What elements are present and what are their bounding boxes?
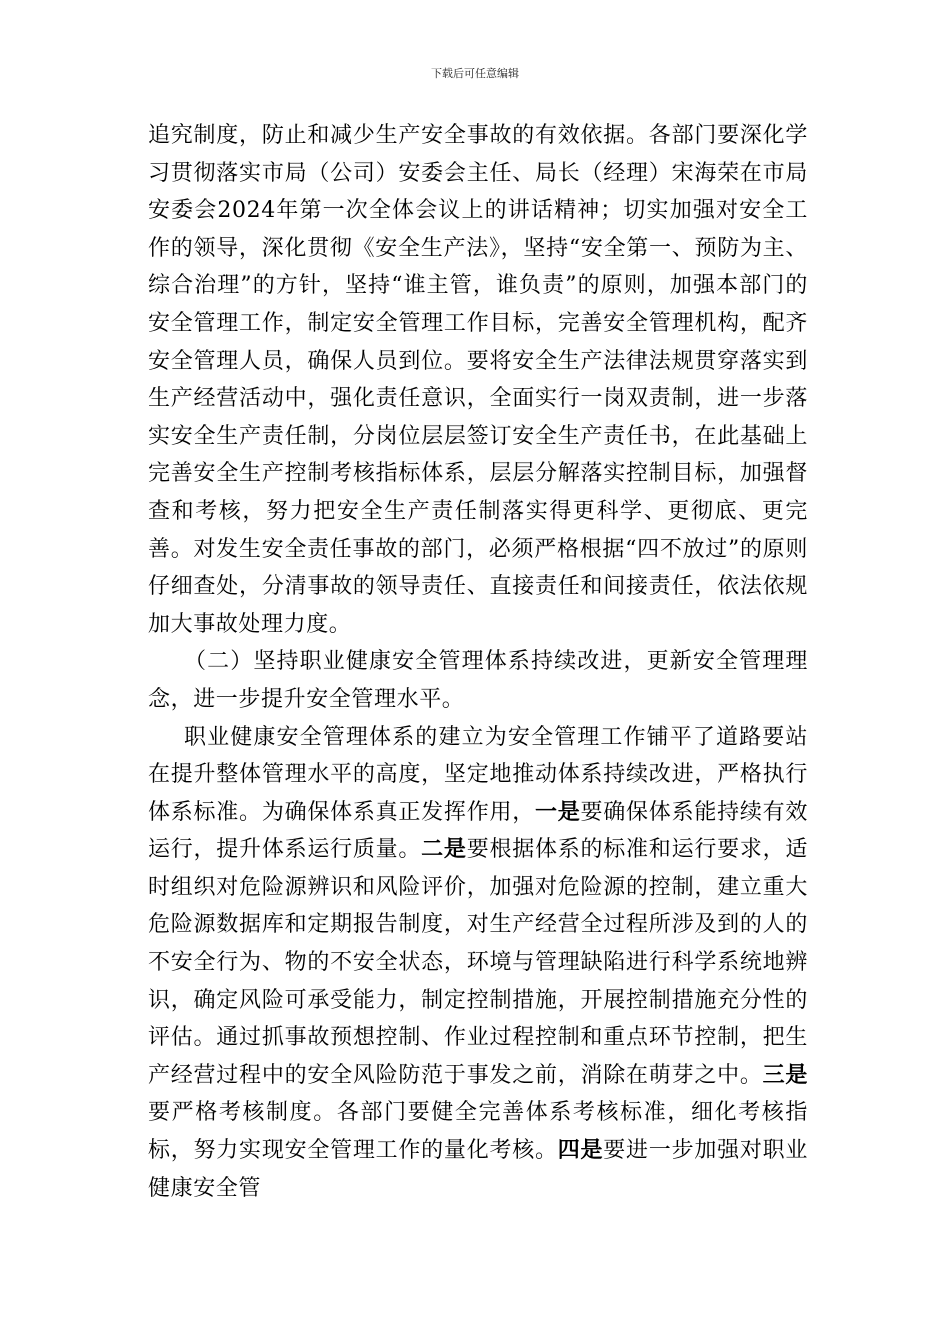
paragraph-management-system (148, 719, 808, 1208)
document-body (148, 117, 808, 1207)
paragraph-text: 要确保体系能持续有效运行，提升体系运行质量。 (148, 799, 808, 863)
point-marker-4: 四是 (557, 1137, 604, 1164)
point-marker-3: 三是 (762, 1061, 809, 1088)
paragraph-text: 要根据体系的标准和运行要求，适时组织对危险源辨识和风险评价，加强对危险源的控制，建立重大危险源数据库和定期报告制度，对生产经营全过程所涉及到的人的不安全行为、物的不安全状态，环境与管理缺陷进行科学系统地辨识，确定风险可承受能力，制定控制措施，开展控制措施充分性的评估。通过抓事故预想控制、作业过程控制和重点环节控制，把生产经营过程中的安全风险防范于事发之前，消除在萌芽之中。 (148, 837, 808, 1088)
page-header-note: 下载后可任意编辑 (431, 67, 519, 80)
paragraph-text: 职业健康安全管理体系的建立为安全管理工作铺平了道路要站在提升整体管理水平的高度，坚定地推动体系持续改进，严格执行体系标准。为确保体系真正发挥作用， (148, 724, 808, 825)
point-marker-2: 二是 (421, 836, 467, 863)
paragraph-text: 要进一步加强对职业健康安全管 (148, 1138, 808, 1201)
section-heading-2: （二）坚持职业健康安全管理体系持续改进，更新安全管理理念，进一步提升安全管理水平。 (148, 649, 808, 712)
paragraph-responsibility: 追究制度，防止和减少生产安全事故的有效依据。各部门要深化学习贯彻落实市局（公司）安委会主任、局长（经理）宋海荣在市局安委会2024年第一次全体会议上的讲话精神；切实加强对安全工作的领导，深化贯彻《安全生产法》，坚持“安全第一、预防为主、综合治理”的方针，坚持“谁主管，谁负责”的原则，加强本部门的安全管理工作，制定安全管理工作目标，完善安全管理机构，配齐安全管理人员，确保人员到位。要将安全生产法律法规贯穿落实到生产经营活动中，强化责任意识，全面实行一岗双责制，进一步落实安全生产责任制，分岗位层层签订安全生产责任书，在此基础上完善安全生产控制考核指标体系，层层分解落实控制目标，加强督查和考核，努力把安全生产责任制落实得更科学、更彻底、更完善。对发生安全责任事故的部门，必须严格根据“四不放过”的原则仔细查处，分清事故的领导责任、直接责任和间接责任，依法依规加大事故处理力度。 (148, 123, 808, 637)
paragraph-text: 要严格考核制度。各部门要健全完善体系考核标准，细化考核指标，努力实现安全管理工作的量化考核。 (148, 1100, 808, 1164)
point-marker-1: 一是 (534, 798, 581, 825)
